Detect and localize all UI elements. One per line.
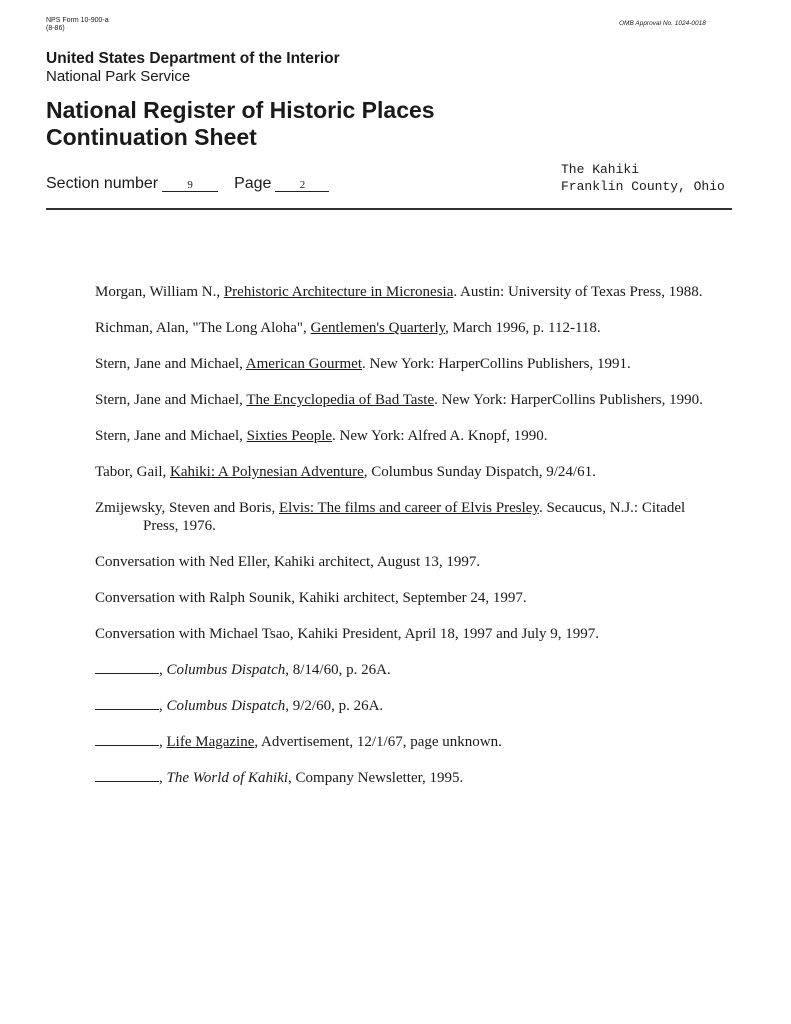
- entry-text: Stern, Jane and Michael,: [95, 356, 246, 372]
- author-blank-line: [95, 733, 159, 746]
- form-number: NPS Form 10-900-a: [46, 17, 109, 24]
- entry-title: The Encyclopedia of Bad Taste: [246, 392, 435, 408]
- entry-title: Life Magazine: [166, 734, 255, 750]
- entry-text: Richman, Alan, "The Long Aloha",: [95, 320, 311, 336]
- entry-text: Stern, Jane and Michael,: [95, 392, 247, 408]
- entry-title: Columbus Dispatch: [166, 662, 286, 678]
- entry-title: American Gourmet: [245, 356, 363, 372]
- bibliography-entry: , The World of Kahiki, Company Newsletter, 1995.: [95, 769, 715, 787]
- bibliography-entry: , Columbus Dispatch, 8/14/60, p. 26A.: [95, 661, 715, 679]
- page-label: Page: [234, 175, 272, 192]
- agency-header: [46, 50, 340, 85]
- bibliography-entry: , Columbus Dispatch, 9/2/60, p. 26A.: [95, 697, 715, 715]
- entry-text: Conversation with Ned Eller, Kahiki architect, August 13, 1997.: [95, 554, 481, 570]
- author-blank-line: [95, 769, 159, 782]
- entry-text: , 8/14/60, p. 26A.: [285, 662, 391, 678]
- bibliography-entry: [95, 355, 715, 373]
- entry-title: Columbus Dispatch: [166, 698, 286, 714]
- entry-text: Tabor, Gail,: [95, 464, 170, 480]
- bibliography: [95, 283, 715, 805]
- title-line-2: Continuation Sheet: [46, 124, 257, 150]
- entry-title: Gentlemen's Quarterly: [310, 320, 446, 336]
- bibliography-entry: [95, 499, 715, 535]
- bibliography-entry: [95, 319, 715, 337]
- entry-text: Conversation with Michael Tsao, Kahiki President, April 18, 1997 and July 9, 1997.: [95, 626, 600, 642]
- entry-text: , Company Newsletter, 1995.: [288, 770, 464, 786]
- page-title: [46, 97, 435, 151]
- entry-text: , March 1996, p. 112-118.: [445, 320, 601, 336]
- entry-title: Sixties People: [246, 428, 333, 444]
- entry-text: , Columbus Sunday Dispatch, 9/24/61.: [363, 464, 596, 480]
- entry-text: . New York: Alfred A. Knopf, 1990.: [332, 428, 548, 444]
- entry-text: . New York: HarperCollins Publishers, 1991.: [362, 356, 631, 372]
- omb-approval: OMB Approval No. 1024-0018: [619, 20, 706, 27]
- section-row: [46, 175, 329, 193]
- page-number-value: 2: [275, 179, 329, 192]
- form-id: [46, 17, 109, 33]
- property-name: The Kahiki: [561, 162, 640, 177]
- section-number-value: 9: [162, 179, 218, 192]
- entry-text: Morgan, William N.,: [95, 284, 224, 300]
- entry-text: , Advertisement, 12/1/67, page unknown.: [254, 734, 502, 750]
- entry-text: , 9/2/60, p. 26A.: [285, 698, 384, 714]
- entry-text: Zmijewsky, Steven and Boris,: [95, 500, 280, 516]
- entry-title: The World of Kahiki: [166, 770, 289, 786]
- service-name: National Park Service: [46, 68, 191, 85]
- entry-title: Kahiki: A Polynesian Adventure: [170, 464, 364, 480]
- bibliography-entry: [95, 553, 715, 571]
- author-blank-line: [95, 661, 159, 674]
- header-divider: [46, 208, 732, 210]
- department-name: United States Department of the Interior: [46, 50, 340, 67]
- entry-text: . New York: HarperCollins Publishers, 1990.: [434, 392, 703, 408]
- bibliography-entry: [95, 589, 715, 607]
- property-info: [561, 161, 725, 195]
- property-location: Franklin County, Ohio: [561, 179, 725, 194]
- entry-text: Conversation with Ralph Sounik, Kahiki architect, September 24, 1997.: [95, 590, 527, 606]
- form-date: (8-86): [46, 25, 65, 32]
- entry-text: Stern, Jane and Michael,: [95, 428, 247, 444]
- section-label: Section number: [46, 175, 159, 192]
- entry-title: Prehistoric Architecture in Micronesia: [223, 284, 454, 300]
- bibliography-entry: [95, 463, 715, 481]
- bibliography-entry: [95, 625, 715, 643]
- bibliography-entry: [95, 427, 715, 445]
- bibliography-entry: , Life Magazine, Advertisement, 12/1/67, page unknown.: [95, 733, 715, 751]
- entry-text: . Austin: University of Texas Press, 1988.: [453, 284, 703, 300]
- entry-title: Elvis: The films and career of Elvis Presley: [279, 500, 539, 516]
- entry-text: . Secaucus, N.J.: Citadel Press, 1976.: [143, 500, 686, 534]
- bibliography-entry: [95, 283, 715, 301]
- title-line-1: National Register of Historic Places: [46, 97, 435, 123]
- bibliography-entry: [95, 391, 715, 409]
- author-blank-line: [95, 697, 159, 710]
